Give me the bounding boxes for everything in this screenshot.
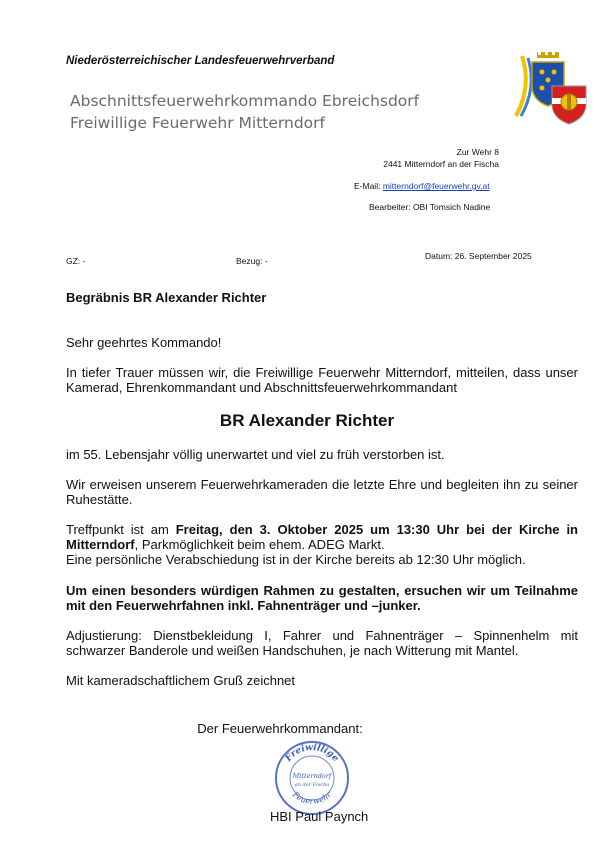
meeting-suffix: , Parkmöglichkeit beim ehem. ADEG Markt. (134, 537, 385, 552)
fire-brigade-name: Freiwillige Feuerwehr Mitterndorf (70, 114, 325, 132)
stamp-center-text-2: an der Fischa (294, 782, 330, 788)
deceased-name: BR Alexander Richter (219, 411, 395, 430)
letter-subject: Begräbnis BR Alexander Richter (66, 290, 267, 305)
city-address: 2441 Mitterndorf an der Fischa (383, 159, 499, 169)
closing-line: Mit kameradschaftlichem Gruß zeichnet (66, 673, 296, 688)
honor-paragraph: Wir erweisen unserem Feuerwehrkameraden die letzte Ehre und begleiten ihn zu seiner Ruhestätte. (66, 477, 578, 507)
email-row (354, 181, 490, 191)
svg-text:Freiwillige (283, 743, 340, 765)
letter-date: Datum: 26. September 2025 (425, 251, 532, 261)
meeting-paragraph (66, 522, 578, 552)
signer-name: HBI Paul Paynch (270, 809, 369, 824)
coat-of-arms-icon (512, 46, 592, 126)
signer-title: Der Feuerwehrkommandant: (197, 721, 363, 736)
stamp-top-text: Freiwillige (283, 742, 341, 764)
organization-name: Niederösterreichischer Landesfeuerwehrverband (66, 55, 335, 67)
reference-subject: Bezug: - (236, 256, 268, 266)
farewell-paragraph: Eine persönliche Verabschiedung ist in der Kirche bereits ab 12:30 Uhr möglich. (66, 552, 526, 567)
stamp-bottom-text: Feuerwehr (290, 789, 334, 806)
command-name: Abschnittsfeuerwehrkommando Ebreichsdorf (70, 92, 420, 110)
intro-paragraph: In tiefer Trauer müssen wir, die Freiwillige Feuerwehr Mitterndorf, mitteilen, dass unser Kamerad, Ehrenkommandant und Abschnittsfeuerwehrkommandant (66, 365, 578, 395)
meeting-details: Freitag, den 3. Oktober 2025 um 13:30 Uhr bei der Kirche in Mitterndorf (66, 522, 579, 552)
official-stamp-icon (272, 738, 352, 818)
meeting-prefix: Treffpunkt ist am (66, 522, 176, 537)
request-paragraph: Um einen besonders würdigen Rahmen zu gestalten, ersuchen wir um Teilnahme mit den Feuerwehrfahnen inkl. Fahnenträger und –junker. (66, 583, 578, 613)
dress-paragraph: Adjustierung: Dienstbekleidung I, Fahrer und Fahnenträger – Spinnenhelm mit schwarzer Banderole und weißen Handschuhen, je nach Witterung mit Mantel. (66, 628, 578, 658)
svg-text:Feuerwehr (290, 789, 334, 806)
salutation: Sehr geehrtes Kommando! (66, 335, 222, 350)
reference-number: GZ: - (66, 256, 86, 266)
street-address: Zur Wehr 8 (456, 147, 499, 157)
clerk-name: Bearbeiter: OBI Tomsich Nadine (369, 202, 491, 212)
age-paragraph: im 55. Lebensjahr völlig unerwartet und viel zu früh verstorben ist. (66, 447, 445, 462)
email-label: E-Mail: (354, 181, 381, 191)
email-link[interactable]: mitterndorf@feuerwehr.gv.at (382, 181, 490, 191)
stamp-center-text-1: Mitterndorf (292, 772, 332, 780)
